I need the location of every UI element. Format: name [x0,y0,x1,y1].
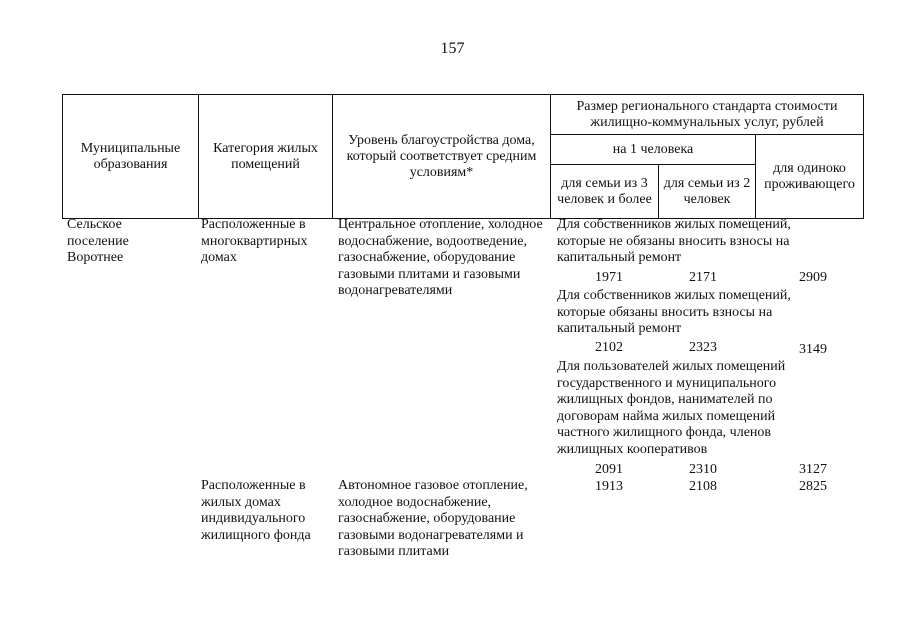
row-1-category: Расположенные в многоквартирных домах [201,217,308,265]
page-number: 157 [440,40,465,57]
row-2-family3: 1913 [595,479,623,494]
header-per-person: на 1 человека [551,135,756,165]
row-1-group-3-note: Для пользователей жилых помещений государственного и муниципального жилищных фондов, нанимателей по договорам найма жилых помещений частного жилищного фонда, членов жилищных кооперативов [557,359,786,457]
row-1-group-1-note: Для собственников жилых помещений, которые не обязаны вносить взносы на капитальный ремонт [557,217,791,265]
header-family-2: для семьи из 2 человек [659,165,756,219]
row-1-group-2-single: 3149 [799,342,827,357]
row-1-group-2-note: Для собственников жилых помещений, которые обязаны вносить взносы на капитальный ремонт [557,288,791,336]
row-1-group-1-family2: 2171 [689,270,717,285]
row-2-single: 2825 [799,479,827,494]
row-2-family2: 2108 [689,479,717,494]
row-1-group-3-family3: 2091 [595,462,623,477]
table-header [62,94,864,219]
row-1-group-3-single: 3127 [799,462,827,477]
row-1-group-2-family3: 2102 [595,340,623,355]
row-2-improvement-level: Автономное газовое отопление, холодное водоснабжение, газоснабжение, оборудование газовыми водонагревателями и газовыми плитами [338,478,528,559]
row-1-group-1-single: 2909 [799,270,827,285]
header-family-3: для семьи из 3 человек и более [551,165,659,219]
header-standard-cost: Размер регионального стандарта стоимости жилищно-коммунальных услуг, рублей [551,95,864,135]
header-improvement-level: Уровень благоустройства дома, который соответствует средним условиям* [333,95,551,219]
row-1-improvement-level: Центральное отопление, холодное водоснабжение, водоотведение, газоснабжение, оборудование газовыми плитами и газовыми водонагревателями [338,217,543,298]
row-1-group-3-family2: 2310 [689,462,717,477]
header-single: для одиноко проживающего [756,135,864,219]
row-2-category: Расположенные в жилых домах индивидуального жилищного фонда [201,478,311,543]
row-1-municipality: Сельское поселение Воротнее [67,217,129,265]
row-1-group-2-family2: 2323 [689,340,717,355]
row-1-group-1-family3: 1971 [595,270,623,285]
header-municipality: Муниципальные образования [63,95,199,219]
header-category: Категория жилых помещений [199,95,333,219]
